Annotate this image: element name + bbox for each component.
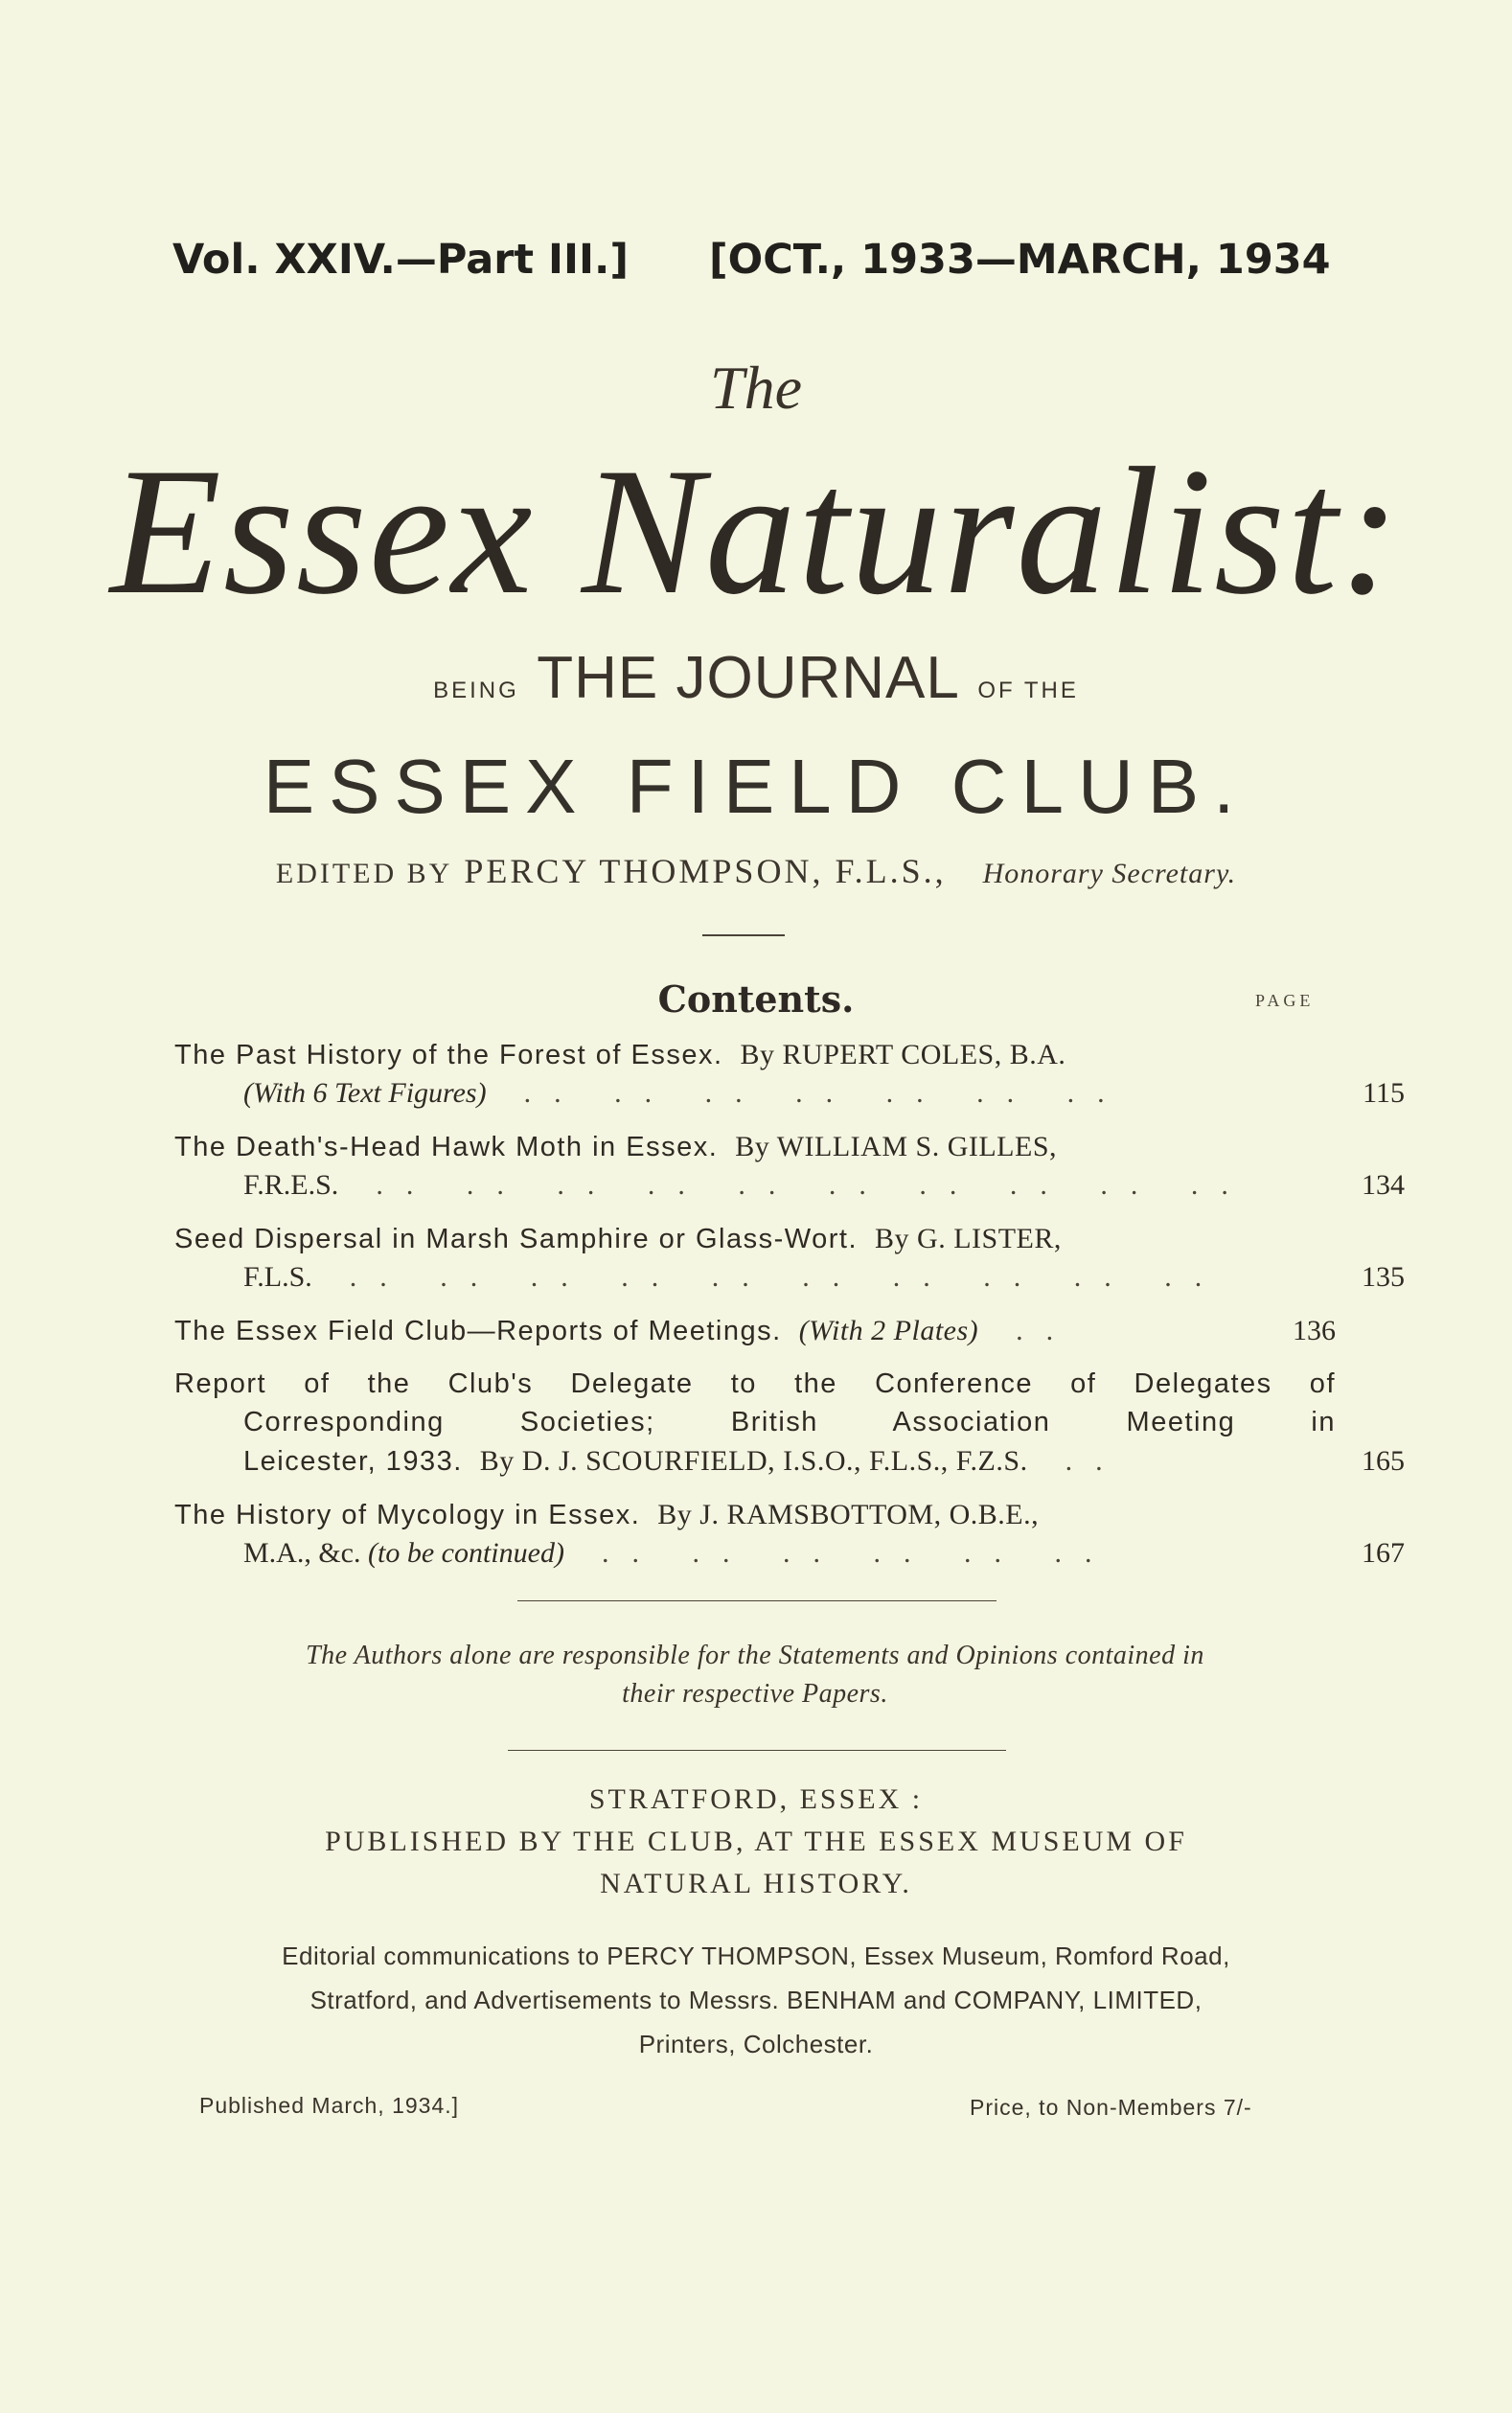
page-column-heading: PAGE	[1255, 991, 1315, 1010]
of-the-word: OF THE	[977, 678, 1079, 703]
entry-note: M.A., &c.	[243, 1537, 361, 1569]
contents-entry-cont	[174, 1169, 1405, 1213]
publisher-line2: PUBLISHED BY THE CLUB, AT THE ESSEX MUSEUM OF	[325, 1826, 1187, 1857]
club-name: ESSEX FIELD CLUB.	[263, 744, 1249, 829]
entry-author: By RUPERT COLES, B.A.	[740, 1039, 1066, 1070]
entry-title: The History of Mycology in Essex.	[174, 1500, 641, 1530]
masthead-title: Essex Naturalist:	[109, 431, 1403, 632]
editorial-line1: Editorial communications to PERCY THOMPSON, Essex Museum, Romford Road,	[282, 1942, 1230, 1970]
contents-divider	[517, 1600, 997, 1601]
volume-part: Vol. XXIV.—Part III.]	[172, 236, 629, 284]
entry-page: 167	[1362, 1537, 1405, 1569]
journal-word: THE JOURNAL	[537, 645, 960, 711]
masthead-the: The	[710, 354, 802, 422]
editorial-line3: Printers, Colchester.	[638, 2030, 874, 2058]
edited-by: EDITED BY	[275, 858, 453, 889]
entry-note: (With 6 Text Figures)	[243, 1077, 487, 1109]
disclaimer-line2: their respective Papers.	[622, 1679, 888, 1709]
contents-heading: Contents.	[657, 977, 855, 1021]
disclaimer-divider	[508, 1750, 1006, 1751]
leader-dots: .. .. .. .. .. .. .. .. .. ..	[319, 1261, 1226, 1293]
contents-entry-cont	[174, 1261, 1405, 1305]
editorial-block	[153, 1934, 1359, 2066]
contents-entry-cont	[174, 1077, 1405, 1121]
entry-title: The Death's-Head Hawk Moth in Essex.	[174, 1132, 719, 1162]
issue-line	[172, 236, 1351, 303]
entry-author: By G. LISTER,	[875, 1223, 1062, 1254]
entry-page: 115	[1363, 1077, 1405, 1109]
publisher-block	[0, 1779, 1512, 1905]
contents-entry	[174, 1315, 1336, 1359]
journal-line	[0, 644, 1512, 712]
short-divider	[702, 934, 785, 936]
entry-title-line3: Leicester, 1933.	[243, 1446, 463, 1477]
disclaimer	[174, 1637, 1336, 1713]
leader-dots: .. .. .. .. .. .. .. .. .. ..	[345, 1169, 1251, 1201]
entry-page: 134	[1362, 1169, 1405, 1201]
date-range: [OCT., 1933—MARCH, 1934	[709, 236, 1331, 284]
editor-name: PERCY THOMPSON, F.L.S.,	[464, 852, 947, 890]
editor-role: Honorary Secretary.	[982, 858, 1237, 889]
editor-line	[0, 851, 1512, 891]
entry-title: Report of the Club's Delegate to the Conference of Delegates of	[174, 1368, 1336, 1399]
editorial-line2: Stratford, and Advertisements to Messrs. BENHAM and COMPANY, LIMITED,	[309, 1986, 1203, 2014]
entry-page: 165	[1362, 1445, 1405, 1477]
contents-entry-cont	[174, 1537, 1405, 1581]
entry-title-line2: Corresponding Societies; British Association Meeting in	[243, 1407, 1336, 1437]
entry-note: (With 2 Plates)	[798, 1315, 979, 1346]
publisher-line3: NATURAL HISTORY.	[600, 1868, 912, 1899]
disclaimer-line1: The Authors alone are responsible for the Statements and Opinions contained in	[306, 1641, 1204, 1670]
leader-dots: .. .. .. .. .. .. ..	[493, 1077, 1128, 1109]
entry-note: F.L.S.	[243, 1261, 312, 1293]
entry-page: 136	[1293, 1315, 1336, 1346]
entry-note: F.R.E.S.	[243, 1169, 339, 1201]
entry-page: 135	[1362, 1261, 1405, 1293]
entry-author: By D. J. SCOURFIELD, I.S.O., F.L.S., F.Z.S.	[479, 1445, 1028, 1477]
entry-note-italic: (to be continued)	[368, 1537, 564, 1569]
contents-entry-cont	[174, 1445, 1405, 1489]
entry-author: By J. RAMSBOTTOM, O.B.E.,	[657, 1499, 1040, 1530]
being-word: BEING	[433, 678, 519, 703]
entry-author: By WILLIAM S. GILLES,	[735, 1131, 1058, 1162]
entry-title: The Essex Field Club—Reports of Meetings.	[174, 1316, 782, 1346]
entry-title: Seed Dispersal in Marsh Samphire or Glass-Wort.	[174, 1224, 859, 1254]
leader-dots: ..	[1035, 1445, 1126, 1477]
leader-dots: ..	[985, 1315, 1077, 1346]
entry-title: The Past History of the Forest of Essex.	[174, 1040, 723, 1070]
leader-dots: .. .. .. .. .. ..	[571, 1537, 1115, 1569]
price-note: Price, to Non-Members 7/-	[970, 2095, 1252, 2120]
published-date: Published March, 1934.]	[199, 2093, 460, 2118]
publisher-line1: STRATFORD, ESSEX :	[588, 1783, 924, 1815]
